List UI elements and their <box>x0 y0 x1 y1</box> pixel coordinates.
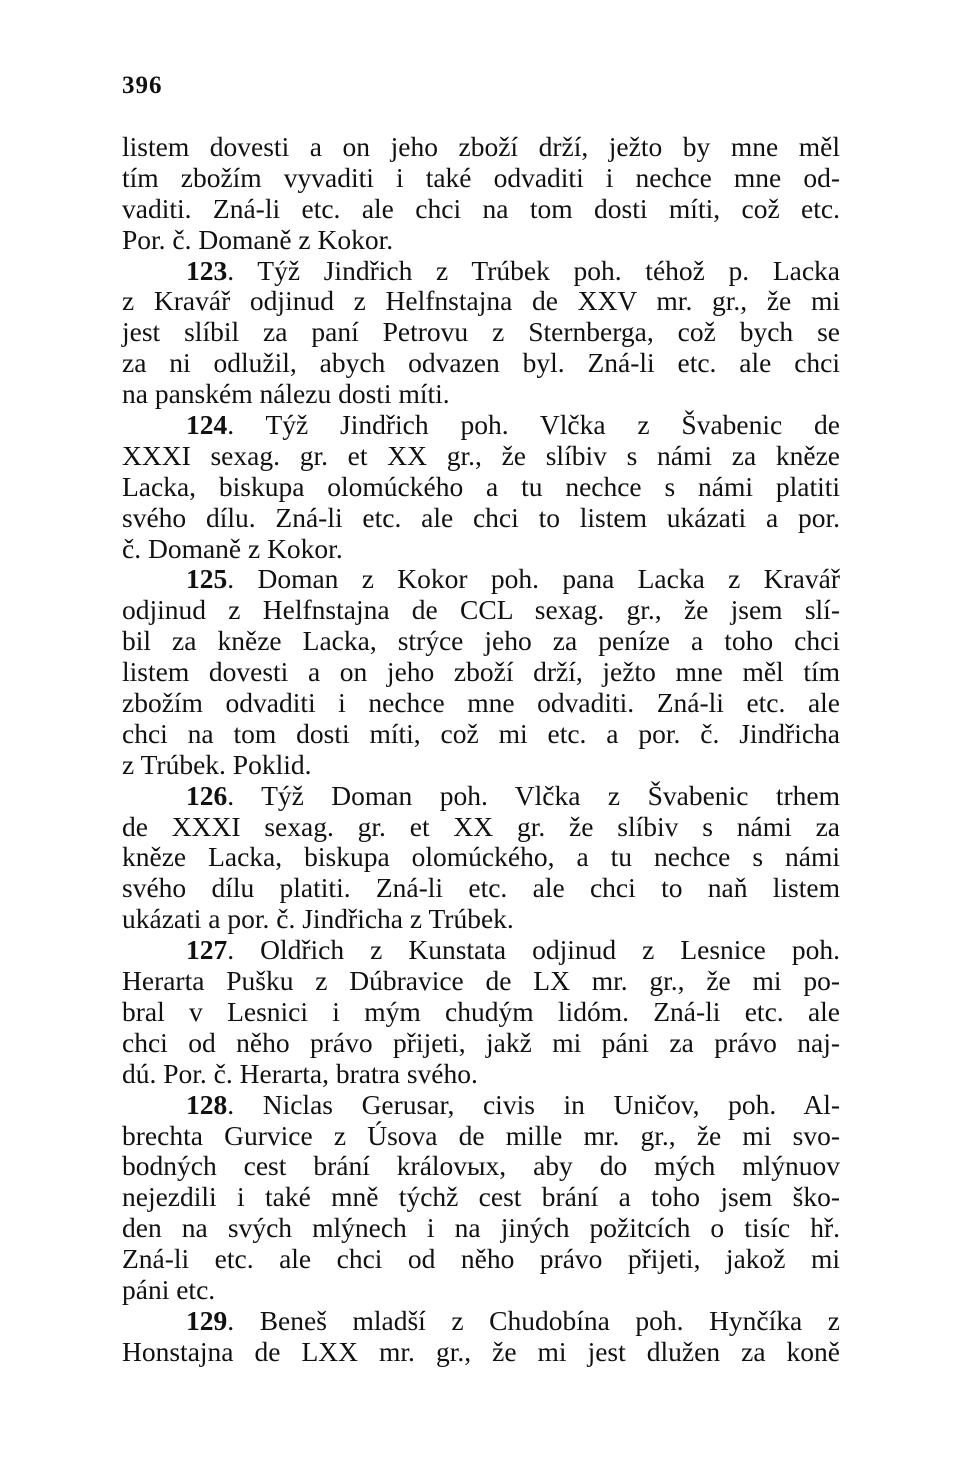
text-line <box>122 1306 840 1337</box>
text-line <box>122 935 840 966</box>
line-text: XXXI sexag. gr. et XX gr., že slíbiv s námi za kněze <box>122 439 840 471</box>
line-text: nejezdili i také mně týchž cest brání a toho jsem ško- <box>122 1181 840 1213</box>
text-line <box>122 1337 840 1368</box>
text-line <box>122 966 840 997</box>
line-text: brechta Gurvice z Úsova de mille mr. gr., že mi svo- <box>122 1119 840 1151</box>
line-text: chci od něho právo přijeti, jakž mi páni za právo naj- <box>122 1026 840 1058</box>
line-text: na panském nálezu dosti míti. <box>122 378 450 410</box>
line-text: Por. č. Domaně z Kokor. <box>122 223 394 255</box>
line-text: chci na tom dosti míti, což mi etc. a por. č. Jindřicha <box>122 717 840 749</box>
text-line <box>122 503 840 534</box>
line-text: Zná-li etc. ale chci od něho právo přijeti, jakož mi <box>122 1243 840 1275</box>
text-line <box>122 1121 840 1152</box>
text-line <box>122 225 840 256</box>
line-text: ukázati a por. č. Jindřicha z Trúbek. <box>122 903 514 935</box>
text-line <box>122 317 840 348</box>
line-text: Honstajna de LXX mr. gr., že mi jest dlužen za koně <box>122 1335 840 1367</box>
line-text: . Týž Jindřich z Trúbek poh. téhož p. Lacka <box>227 254 840 286</box>
line-text: Lacka, biskupa olomúckého a tu nechce s námi platiti <box>122 470 840 502</box>
text-line <box>122 688 840 719</box>
line-text: bral v Lesnici i mým chudým lidóm. Zná-li etc. ale <box>122 995 840 1027</box>
text-line <box>122 472 840 503</box>
text-line <box>122 1275 840 1306</box>
line-text: . Niclas Gerusar, civis in Uničov, poh. Al- <box>227 1088 840 1120</box>
line-text: . Oldřich z Kunstata odjinud z Lesnice poh. <box>227 934 840 966</box>
text-line <box>122 842 840 873</box>
line-text: za ni odlužil, abych odvazen byl. Zná-li etc. ale chci <box>122 347 840 379</box>
text-line <box>122 904 840 935</box>
line-text: . Týž Jindřich poh. Vlčka z Švabenic de <box>227 409 840 441</box>
text-line <box>122 410 840 441</box>
line-text: listem dovesti a on jeho zboží drží, ježto mne měl tím <box>122 656 840 688</box>
text-line <box>122 812 840 843</box>
text-line <box>122 194 840 225</box>
text-line <box>122 348 840 379</box>
text-line <box>122 1028 840 1059</box>
entry-number: 128 <box>186 1088 228 1120</box>
line-text: bodných cest brání královых, aby do mých mlýnuov <box>122 1150 840 1182</box>
text-line <box>122 564 840 595</box>
line-text: . Doman z Kokor poh. pana Lacka z Kravář <box>227 563 840 595</box>
text-line <box>122 595 840 626</box>
line-text: z Trúbek. Poklid. <box>122 748 312 780</box>
text-line <box>122 997 840 1028</box>
text-line <box>122 750 840 781</box>
text-line <box>122 441 840 472</box>
entry-number: 126 <box>186 779 228 811</box>
text-line <box>122 286 840 317</box>
entry-number: 125 <box>186 563 228 595</box>
line-text: tím zbožím vyvaditi i také odvaditi i nechce mne od- <box>122 161 840 193</box>
text-line <box>122 379 840 410</box>
entry-number: 129 <box>186 1304 228 1336</box>
entry-number: 127 <box>186 934 228 966</box>
text-line <box>122 626 840 657</box>
text-line <box>122 1151 840 1182</box>
body-text <box>122 132 840 1368</box>
entry-number: 124 <box>186 409 228 441</box>
line-text: den na svých mlýnech i na jiných požitcích o tisíc hř. <box>122 1212 840 1244</box>
line-text: č. Domaně z Kokor. <box>122 532 343 564</box>
line-text: Herarta Pušku z Dúbravice de LX mr. gr., že mi po- <box>122 965 840 997</box>
line-text: listem dovesti a on jeho zboží drží, ježto by mne měl <box>122 131 840 162</box>
page-number: 396 <box>122 72 163 99</box>
line-text: z Kravář odjinud z Helfnstajna de XXV mr. gr., že mi <box>122 285 840 317</box>
line-text: bil za kněze Lacka, strýce jeho za peníze a toho chci <box>122 625 840 657</box>
entry-number: 123 <box>186 254 228 286</box>
line-text: . Týž Doman poh. Vlčka z Švabenic trhem <box>227 779 840 811</box>
text-line <box>122 1090 840 1121</box>
line-text: jest slíbil za paní Petrovu z Sternberga, což bych se <box>122 316 840 348</box>
line-text: kněze Lacka, biskupa olomúckého, a tu nechce s námi <box>122 841 840 873</box>
line-text: odjinud z Helfnstajna de CCL sexag. gr., že jsem slí- <box>122 594 840 626</box>
line-text: de XXXI sexag. gr. et XX gr. že slíbiv s námi za <box>122 810 840 842</box>
text-line <box>122 657 840 688</box>
text-line <box>122 163 840 194</box>
line-text: páni etc. <box>122 1273 216 1305</box>
text-line <box>122 256 840 287</box>
text-line <box>122 873 840 904</box>
text-line <box>122 781 840 812</box>
text-line <box>122 1059 840 1090</box>
text-line <box>122 132 840 163</box>
line-text: dú. Por. č. Herarta, bratra svého. <box>122 1057 478 1089</box>
text-line <box>122 1182 840 1213</box>
text-line <box>122 534 840 565</box>
line-text: svého dílu platiti. Zná-li etc. ale chci to naň listem <box>122 872 840 904</box>
line-text: . Beneš mladší z Chudobína poh. Hynčíka z <box>227 1304 840 1336</box>
line-text: vaditi. Zná-li etc. ale chci na tom dosti míti, což etc. <box>122 192 840 224</box>
line-text: zbožím odvaditi i nechce mne odvaditi. Zná-li etc. ale <box>122 687 840 719</box>
text-line <box>122 1213 840 1244</box>
text-line <box>122 719 840 750</box>
line-text: svého dílu. Zná-li etc. ale chci to listem ukázati a por. <box>122 501 840 533</box>
text-line <box>122 1244 840 1275</box>
